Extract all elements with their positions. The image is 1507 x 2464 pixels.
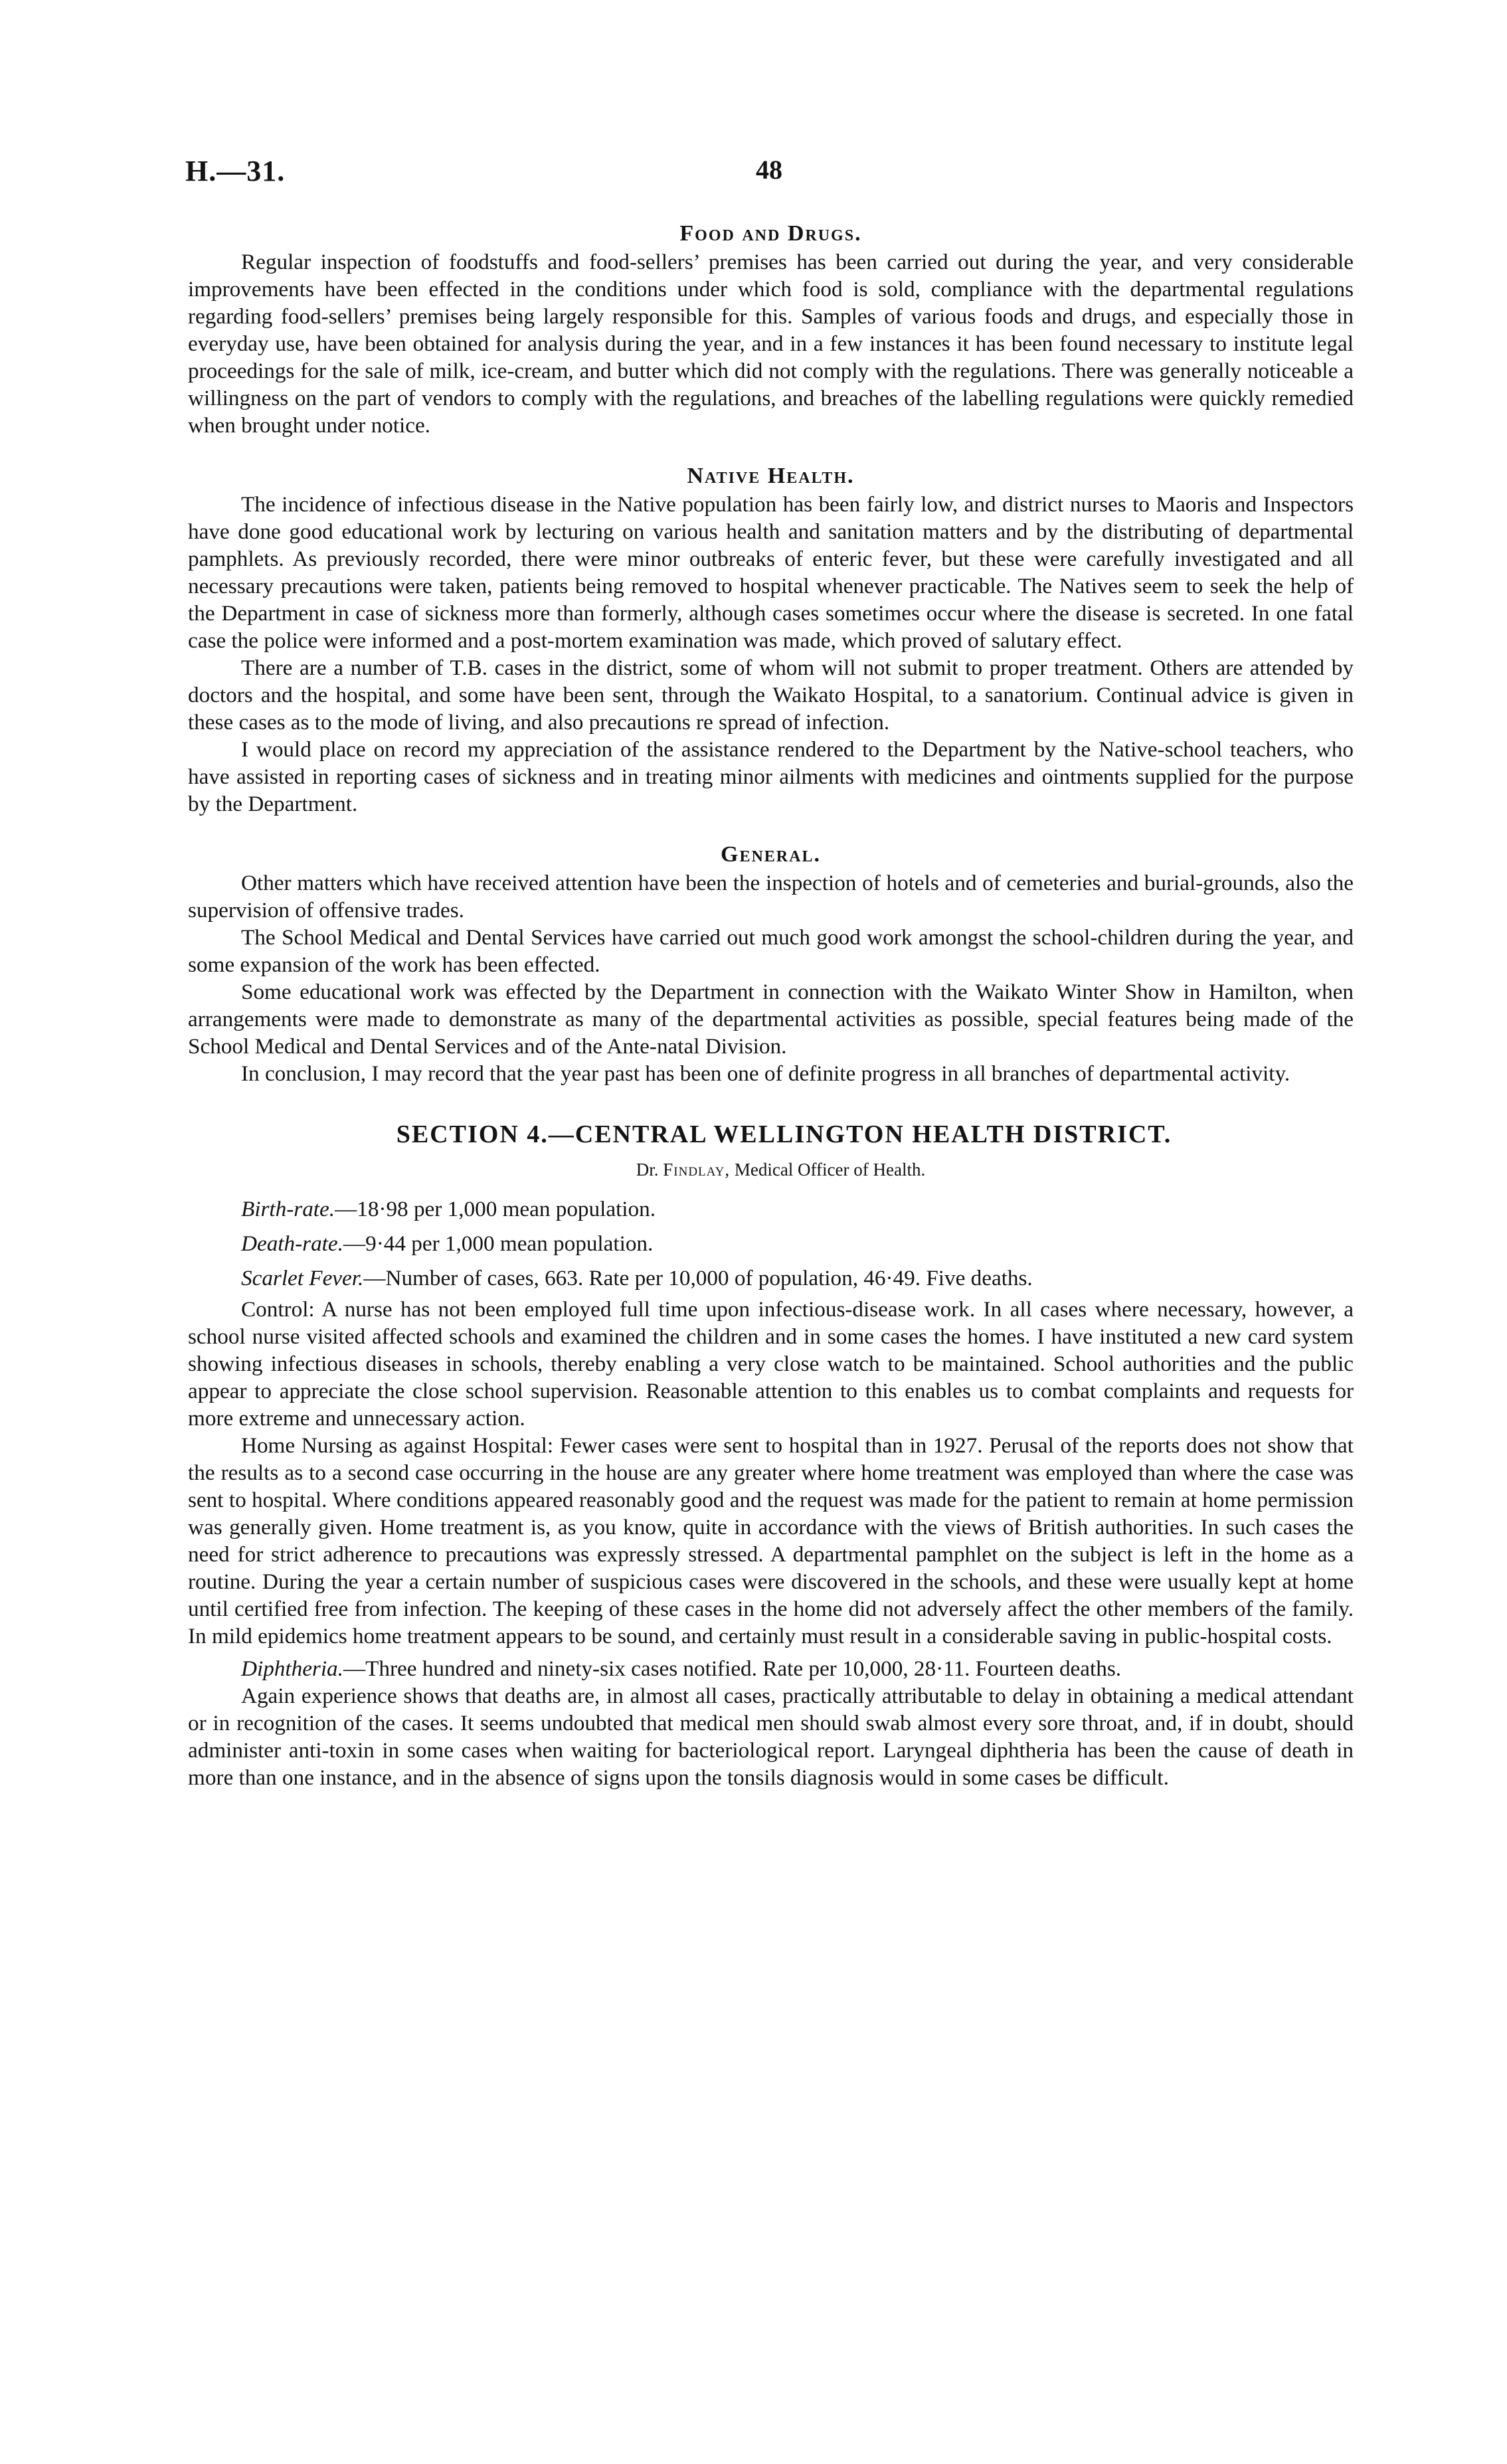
scarlet-fever-paragraph: Home Nursing as against Hospital: Fewer cases were sent to hospital than in 1927. Perusal of the reports does not show that the results as to a second case occurring in the house are any greater where home treatment was employed than where the case was sent to hospital. Where conditions appeared reasonably good and the request was made for the patient to remain at home permission was generally given. Home treatment is, as you know, quite in accordance with the views of British authorities. In such cases the need for strict adherence to precautions was expressly stressed. A departmental pamphlet on the subject is left in the home as a routine. During the year a certain number of suspicious cases were discovered in the schools, and these were usually kept at home until certified free from infection. The keeping of these cases in the home did not adversely affect the other members of the family. In mild epidemics home treatment appears to be sound, and certainly must result in a considerable saving in public-hospital costs. xyxy=(188,1433,1354,1648)
birth-rate-label: Birth-rate. xyxy=(241,1197,335,1221)
byline-role: Medical Officer of Health. xyxy=(734,1160,926,1180)
general-heading: General. xyxy=(721,842,821,867)
page-body xyxy=(188,219,1354,1791)
diphtheria xyxy=(188,1655,1354,1682)
scarlet-fever-paragraph: Control: A nurse has not been employed full time upon infectious-disease work. In all cases where necessary, however, a school nurse visited affected schools and examined the children and in some cases the homes. I have instituted a new card system showing infectious diseases in schools, thereby enabling a very close watch to be maintained. School authorities and the public appear to appreciate the close school supervision. Reasonable attention to this enables us to combat complaints and requests for more extreme and unnecessary action. xyxy=(188,1297,1354,1431)
byline-name: Findlay, xyxy=(663,1160,731,1180)
food-drugs-paragraph: Regular inspection of foodstuffs and food-sellers’ premises has been carried out during the year, and very considerable improvements have been effected in the conditions under which food is sold, compliance with the departmental regulations regarding food-sellers’ premises being largely responsible for this. Samples of various foods and drugs, and especially those in everyday use, have been obtained for analysis during the year, and in a few instances it has been found necessary to institute legal proceedings for the sale of milk, ice-cream, and butter which did not comply with the regulations. There was generally noticeable a willingness on the part of vendors to comply with the regulations, and breaches of the labelling regulations were quickly remedied when brought under notice. xyxy=(188,250,1354,438)
byline-prefix: Dr. xyxy=(636,1160,659,1180)
document-code: H.—31. xyxy=(185,155,286,187)
birth-rate xyxy=(188,1192,1354,1227)
native-health-paragraph: The incidence of infectious disease in the Native population has been fairly low, and district nurses to Maoris and Inspectors have done good educational work by lecturing on various health and sanitation matters and by the distributing of departmental pamphlets. As previously recorded, there were minor outbreaks of enteric fever, but these were carefully investigated and all necessary precautions were taken, patients being removed to hospital whenever practicable. The Natives seem to seek the help of the Department in case of sickness more than formerly, although cases sometimes occur where the disease is secreted. In one fatal case the police were informed and a post-mortem examination was made, which proved of salutary effect. xyxy=(188,492,1354,653)
scarlet-fever-text: —Number of cases, 663. Rate per 10,000 of population, 46·49. Five deaths. xyxy=(363,1266,1033,1290)
diphtheria-paragraph: Again experience shows that deaths are, in almost all cases, practically attributable to delay in obtaining a medical attendant or in recognition of the cases. It seems undoubted that medical men should swab almost every sore throat, and, if in doubt, should administer anti-toxin in some cases when waiting for bacteriological report. Laryngeal diphtheria has been the cause of death in more than one instance, and in the absence of signs upon the tonsils diagnosis would in some cases be difficult. xyxy=(188,1684,1354,1790)
food-drugs-heading: Food and Drugs. xyxy=(679,221,862,246)
section-title: SECTION 4.—CENTRAL WELLINGTON HEALTH DISTRICT. xyxy=(396,1120,1172,1148)
scarlet-fever xyxy=(188,1261,1354,1296)
death-rate-text: —9·44 per 1,000 mean population. xyxy=(343,1231,654,1256)
scarlet-fever-label: Scarlet Fever. xyxy=(241,1266,364,1290)
general-paragraph: Other matters which have received attention have been the inspection of hotels and of cemeteries and burial-grounds, also the supervision of offensive trades. xyxy=(188,871,1354,923)
general-paragraph: Some educational work was effected by the Department in connection with the Waikato Winter Show in Hamilton, when arrangements were made to demonstrate as many of the departmental activities as possible, special features being made of the School Medical and Dental Services and of the Ante-natal Division. xyxy=(188,980,1354,1059)
birth-rate-text: —18·98 per 1,000 mean population. xyxy=(335,1197,656,1221)
native-health-paragraph: There are a number of T.B. cases in the district, some of whom will not submit to proper treatment. Others are attended by doctors and the hospital, and some have been sent, through the Waikato Hospital, to a sanatorium. Continual advice is given in these cases as to the mode of living, and also precautions re spread of infection. xyxy=(188,656,1354,735)
native-health-paragraph: I would place on record my appreciation of the assistance rendered to the Department by the Native-school teachers, who have assisted in reporting cases of sickness and in treating minor ailments with medicines and ointments supplied for the purpose by the Department. xyxy=(188,737,1354,816)
general-paragraph: The School Medical and Dental Services have carried out much good work amongst the school-children during the year, and some expansion of the work has been effected. xyxy=(188,925,1354,977)
death-rate xyxy=(188,1227,1354,1261)
native-health-heading: Native Health. xyxy=(687,464,855,488)
diphtheria-label: Diphtheria. xyxy=(241,1656,343,1681)
byline xyxy=(188,1156,1354,1183)
death-rate-label: Death-rate. xyxy=(241,1231,343,1256)
general-paragraph: In conclusion, I may record that the year past has been one of definite progress in all branches of departmental activity. xyxy=(241,1061,1290,1086)
page-number: 48 xyxy=(756,155,782,185)
page-header xyxy=(0,154,1507,201)
diphtheria-text: —Three hundred and ninety-six cases notified. Rate per 10,000, 28·11. Fourteen deaths. xyxy=(343,1656,1122,1681)
